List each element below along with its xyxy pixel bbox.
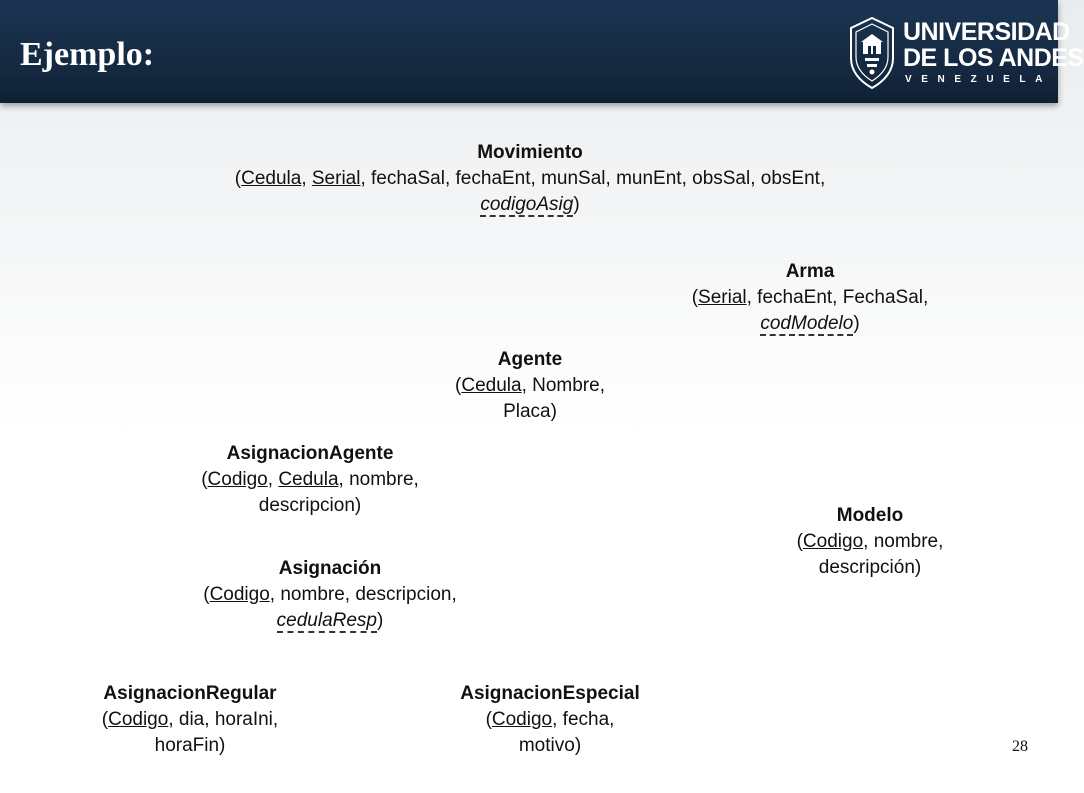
primary-key-attr: Codigo <box>491 709 553 730</box>
primary-key-attr: Cedula <box>241 168 302 189</box>
entity-modelo: Modelo (Codigo, nombre, descripción) <box>740 503 1000 581</box>
attr: obsSal <box>692 168 751 189</box>
foreign-key-attr: codigoAsig <box>480 194 574 215</box>
attr: nombre <box>280 584 345 605</box>
slide-title: Ejemplo: <box>20 36 155 73</box>
foreign-key-attr: codModelo <box>760 313 854 334</box>
attr: nombre <box>873 531 939 552</box>
entity-arma: Arma (Serial, fechaEnt, FechaSal, codModelo) <box>640 259 980 337</box>
logo-text-line1: UNIVERSIDAD <box>903 18 1070 46</box>
entity-name: Asignación <box>278 558 382 579</box>
attr: fecha <box>562 709 610 730</box>
attr: dia <box>178 709 205 730</box>
primary-key-attr: Codigo <box>209 584 270 605</box>
primary-key-attr: Serial <box>698 287 747 308</box>
attr: fechaEnt <box>455 168 531 189</box>
entity-asignacion-especial: AsignacionEspecial (Codigo, fecha, motivo) <box>410 681 690 759</box>
attr: descripcion <box>258 495 355 516</box>
entity-movimiento: Movimiento (Cedula, Serial, fechaSal, fechaEnt, munSal, munEnt, obsSal, obsEnt, codigoAsig) <box>130 140 930 218</box>
attr: motivo <box>518 735 575 756</box>
attr: obsEnt <box>760 168 820 189</box>
primary-key-attr: Cedula <box>278 469 339 490</box>
primary-key-attr: Serial <box>311 168 361 189</box>
primary-key-attr: Codigo <box>207 469 268 490</box>
slide-header <box>0 0 1084 103</box>
attr: FechaSal <box>842 287 924 308</box>
attr: nombre <box>349 469 414 490</box>
entity-name: AsignacionRegular <box>103 683 277 704</box>
university-seal-icon <box>843 14 901 92</box>
entity-attributes: (Cedula, Serial, fechaSal, fechaEnt, munSal, munEnt, obsSal, obsEnt, <box>234 168 826 189</box>
entity-name: AsignacionEspecial <box>460 683 640 704</box>
attr: horaIni <box>214 709 273 730</box>
attr: Nombre <box>532 375 600 396</box>
attr: fechaSal <box>371 168 445 189</box>
primary-key-attr: Codigo <box>802 531 864 552</box>
attr: munEnt <box>616 168 682 189</box>
primary-key-attr: Cedula <box>461 375 522 396</box>
attr: Placa <box>503 401 551 422</box>
entity-name: Movimiento <box>477 142 583 163</box>
entity-asignacion-regular: AsignacionRegular (Codigo, dia, horaIni, horaFin) <box>50 681 330 759</box>
primary-key-attr: Codigo <box>108 709 169 730</box>
entity-name: Agente <box>497 349 563 370</box>
attr: munSal <box>541 168 606 189</box>
entity-name: Arma <box>785 261 835 282</box>
attr: fechaEnt <box>757 287 833 308</box>
entity-asignacion: Asignación (Codigo, nombre, descripcion, cedulaResp) <box>150 556 510 634</box>
logo-text-line2: DE LOS ANDES <box>903 44 1084 72</box>
attr: horaFin <box>154 735 220 756</box>
attr: descripcion <box>355 584 452 605</box>
entity-name: Modelo <box>836 505 904 526</box>
university-logo <box>843 14 1084 94</box>
foreign-key-attr: cedulaResp <box>276 610 377 631</box>
attr: descripción <box>818 557 915 578</box>
logo-text-line3: VENEZUELA <box>905 74 1052 85</box>
page-number: 28 <box>1012 738 1028 755</box>
entity-asignacion-agente: AsignacionAgente (Codigo, Cedula, nombre, descripcion) <box>150 441 470 519</box>
entity-agente: Agente (Cedula, Nombre, Placa) <box>400 347 660 425</box>
entity-name: AsignacionAgente <box>226 443 394 464</box>
